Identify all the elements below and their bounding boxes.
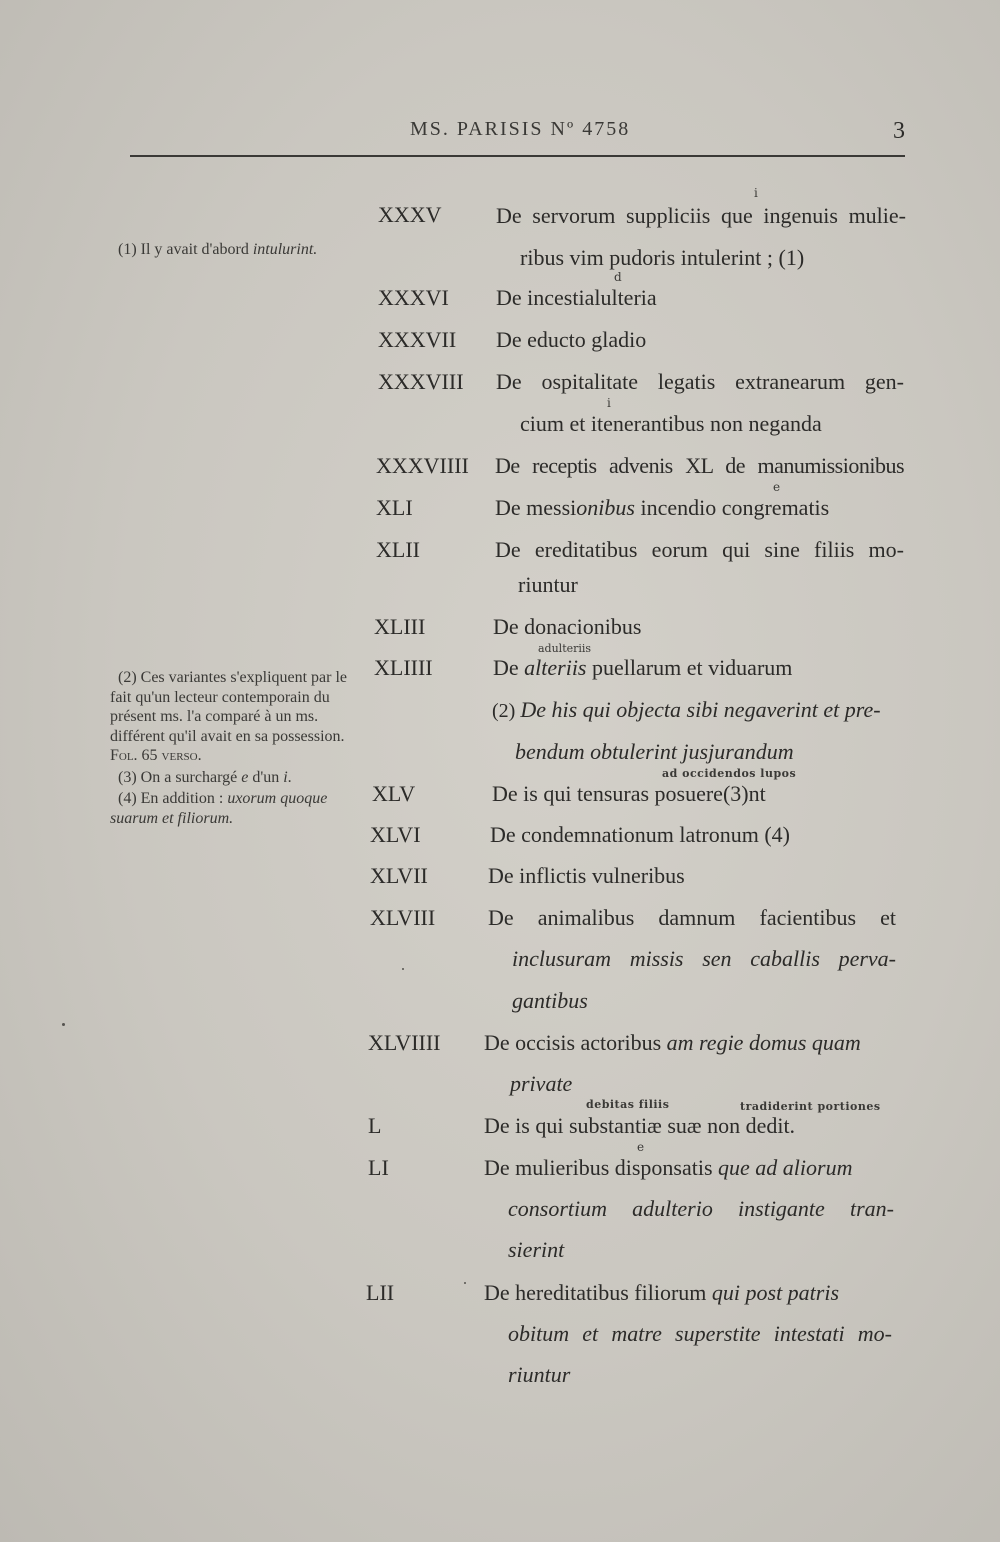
chapter-number: XLVIII <box>370 905 436 930</box>
chapter-title-line-1 <box>484 1280 839 1306</box>
variant-text-italic: De his qui objecta sibi negaverint et pre- <box>520 697 881 722</box>
interlinear-gloss: e <box>773 480 781 494</box>
chapter-number: XXXVIII <box>378 369 464 394</box>
chapter-title: De is qui substantiæ suæ non dedit. <box>484 1113 796 1138</box>
title-part-italic: que ad aliorum <box>718 1155 853 1180</box>
footnote-3 <box>110 768 365 788</box>
footnote-3-e: e <box>241 768 249 786</box>
footnote-1-text: (1) Il y avait d'abord <box>118 241 253 258</box>
interlinear-gloss: tradiderint portiones <box>740 1100 881 1113</box>
title-part: De mulieribus disponsatis <box>484 1155 719 1180</box>
chapter-number: LI <box>368 1155 389 1180</box>
chapter-number: XXXV <box>378 202 442 227</box>
paper-speck <box>464 1282 466 1284</box>
paper-speck <box>402 968 404 970</box>
title-part: De occisis actoribus <box>484 1030 667 1055</box>
chapter-title-line-1: De ospitalitate legatis extranearum gen- <box>496 369 904 394</box>
chapter-title <box>495 495 829 521</box>
interlinear-gloss: d <box>614 270 622 284</box>
title-part: De <box>493 655 525 680</box>
footnote-3-i: i <box>283 768 288 786</box>
chapter-number: L <box>368 1113 382 1138</box>
title-part: De messi <box>495 495 577 520</box>
chapter-title-line-2: riuntur <box>518 572 578 597</box>
footnote-3-text: (3) On a surchargé <box>118 768 242 786</box>
chapter-title-line-2: ribus vim pudoris intulerint ; (1) <box>520 245 805 270</box>
chapter-title-line-1: De servorum suppliciis que ingenuis mulie- <box>496 203 906 228</box>
chapter-title-line-2: private <box>510 1071 573 1096</box>
chapter-title <box>493 655 792 681</box>
footnote-2-text: (2) Ces variantes s'expliquent par le fait qu'un lecteur contemporain du présent ms. l'a comparé à un ms. différent qu'il avait en sa possession. <box>110 669 348 745</box>
interlinear-gloss: adulteriis <box>538 642 592 655</box>
title-part-italic: qui post patris <box>711 1280 840 1305</box>
chapter-number: XLII <box>376 537 420 562</box>
footnote-group <box>110 668 365 830</box>
interlinear-gloss: debitas filiis <box>586 1098 670 1111</box>
chapter-title: De receptis advenis XL de manumissionibus <box>495 453 904 478</box>
title-part-italic: onibus <box>576 495 635 520</box>
footnote-2-folio: Fol. 65 verso. <box>110 747 202 764</box>
footnote-4-text: (4) En addition : <box>118 790 228 807</box>
title-part: incendio congrematis <box>634 495 830 520</box>
chapter-number: XLVI <box>370 822 421 847</box>
chapter-title-line-1 <box>484 1155 853 1181</box>
chapter-title-line-2: obitum et matre superstite intestati mo- <box>508 1321 892 1346</box>
footnote-3-end: . <box>287 768 292 786</box>
chapter-title: De inflictis vulneribus <box>488 863 685 888</box>
chapter-number: XLV <box>372 781 416 806</box>
chapter-title-line-1 <box>484 1030 861 1056</box>
footnote-ref: (2) <box>492 700 521 722</box>
footnote-4 <box>110 789 365 828</box>
title-part-italic: alteriis <box>524 655 587 680</box>
variant-line-1 <box>492 697 881 723</box>
footnote-1 <box>110 240 365 262</box>
chapter-number: XXXVIIII <box>376 453 469 478</box>
chapter-number: LII <box>366 1280 395 1305</box>
title-part: De hereditatibus filiorum <box>484 1280 712 1305</box>
footnote-4-italic: uxorum quoque suarum et filiorum. <box>110 790 328 827</box>
chapter-number: XLVIIII <box>368 1030 441 1055</box>
chapter-number: XLIII <box>374 614 426 639</box>
interlinear-gloss: i <box>754 186 758 200</box>
title-part-italic: am regie domus quam <box>666 1030 861 1055</box>
chapter-number: XLIIII <box>374 655 433 680</box>
variant-line-2: bendum obtulerint jusjurandum <box>515 739 794 764</box>
interlinear-gloss: ad occidendos lupos <box>662 767 797 780</box>
chapter-title-line-2: consortium adulterio instigante tran- <box>508 1196 894 1221</box>
running-title: MS. PARISIS Nº 4758 <box>410 118 631 140</box>
chapter-title-line-2: inclusuram missis sen caballis perva- <box>512 946 896 971</box>
chapter-title-line-1: De animalibus damnum facientibus et <box>488 905 896 930</box>
chapter-number: XXXVI <box>378 285 449 310</box>
paper-speck <box>62 1023 65 1026</box>
page-number: 3 <box>893 118 905 144</box>
chapter-title: De incestialulteria <box>496 285 657 310</box>
chapter-title-line-3: riuntur <box>508 1362 571 1387</box>
footnote-1-italic: intulurint. <box>252 241 318 258</box>
chapter-title-line-2: cium et itenerantibus non neganda <box>520 411 822 436</box>
chapter-title: De is qui tensuras posuere(3)nt <box>492 781 766 806</box>
footnote-2 <box>110 668 365 766</box>
chapter-number: XLVII <box>370 863 428 888</box>
chapter-title: De educto gladio <box>496 327 647 352</box>
chapter-title-line-3: gantibus <box>512 988 588 1013</box>
title-part: puellarum et viduarum <box>586 655 793 680</box>
chapter-number: XXXVII <box>378 327 457 352</box>
footnote-3-mid: d'un <box>248 768 284 786</box>
chapter-title-line-3: sierint <box>508 1237 565 1262</box>
header-rule <box>130 155 905 157</box>
chapter-title: De donacionibus <box>493 614 642 639</box>
chapter-number: XLI <box>376 495 413 520</box>
interlinear-gloss: i <box>607 396 611 410</box>
interlinear-gloss: e <box>637 1140 645 1154</box>
chapter-title: De condemnationum latronum (4) <box>490 822 790 847</box>
chapter-title-line-1: De ereditatibus eorum qui sine filiis mo- <box>495 537 904 562</box>
